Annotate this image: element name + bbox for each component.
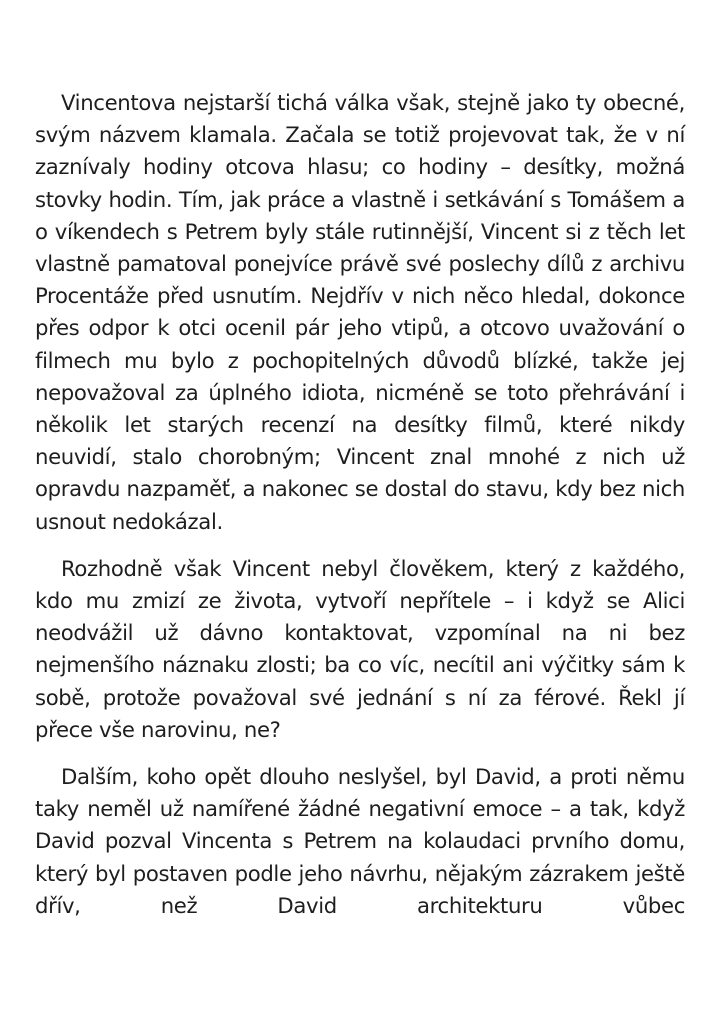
- paragraph-3: Dalším, koho opět dlouho neslyšel, byl David, a proti němu taky neměl už namířené žádné negativní emoce – a tak, když David pozval Vincenta s Petrem na kolaudaci prvního domu, který byl postaven podle jeho návrhu, nějakým zázrakem ještě dřív, než David architekturu vůbec: [35, 764, 685, 918]
- paragraph-1: Vincentova nejstarší tichá válka však, stejně jako ty obecné, svým názvem klamala. Začala se totiž projevovat tak, že v ní zaznívaly hodiny otcova hlasu; co hodiny – desítky, možná stovky hodin. Tím, jak práce a vlastně i setkávání s Tomášem a o víkendech s Petrem byly stále rutinnější, Vincent si z těch let vlastně pamatoval ponejvíce právě své poslechy dílů z archivu Procentáže před usnutím. Nejdřív v nich něco hledal, dokonce přes odpor k otci ocenil pár jeho vtipů, a otcovo uvažování o filmech mu bylo z pochopitelných důvodů blízké, takže jej nepovažoval za úplného idiota, nicméně se toto přehrávání i několik let starých recenzí na desítky filmů, které nikdy neuvidí, stalo chorobným; Vincent znal mnohé z nich už opravdu nazpaměť, a nakonec se dostal do stavu, kdy bez nich usnout nedokázal.: [35, 90, 685, 534]
- paragraph-2: Rozhodně však Vincent nebyl člověkem, který z každého, kdo mu zmizí ze života, vytvoří nepřítele – i když se Alici neodvážil už dávno kontaktovat, vzpomínal na ni bez nejmenšího náznaku zlosti; ba co víc, necítil ani výčitky sám k sobě, protože považoval své jednání s ní za férové. Řekl jí přece vše narovinu, ne?: [35, 555, 685, 742]
- page-body: [35, 87, 685, 937]
